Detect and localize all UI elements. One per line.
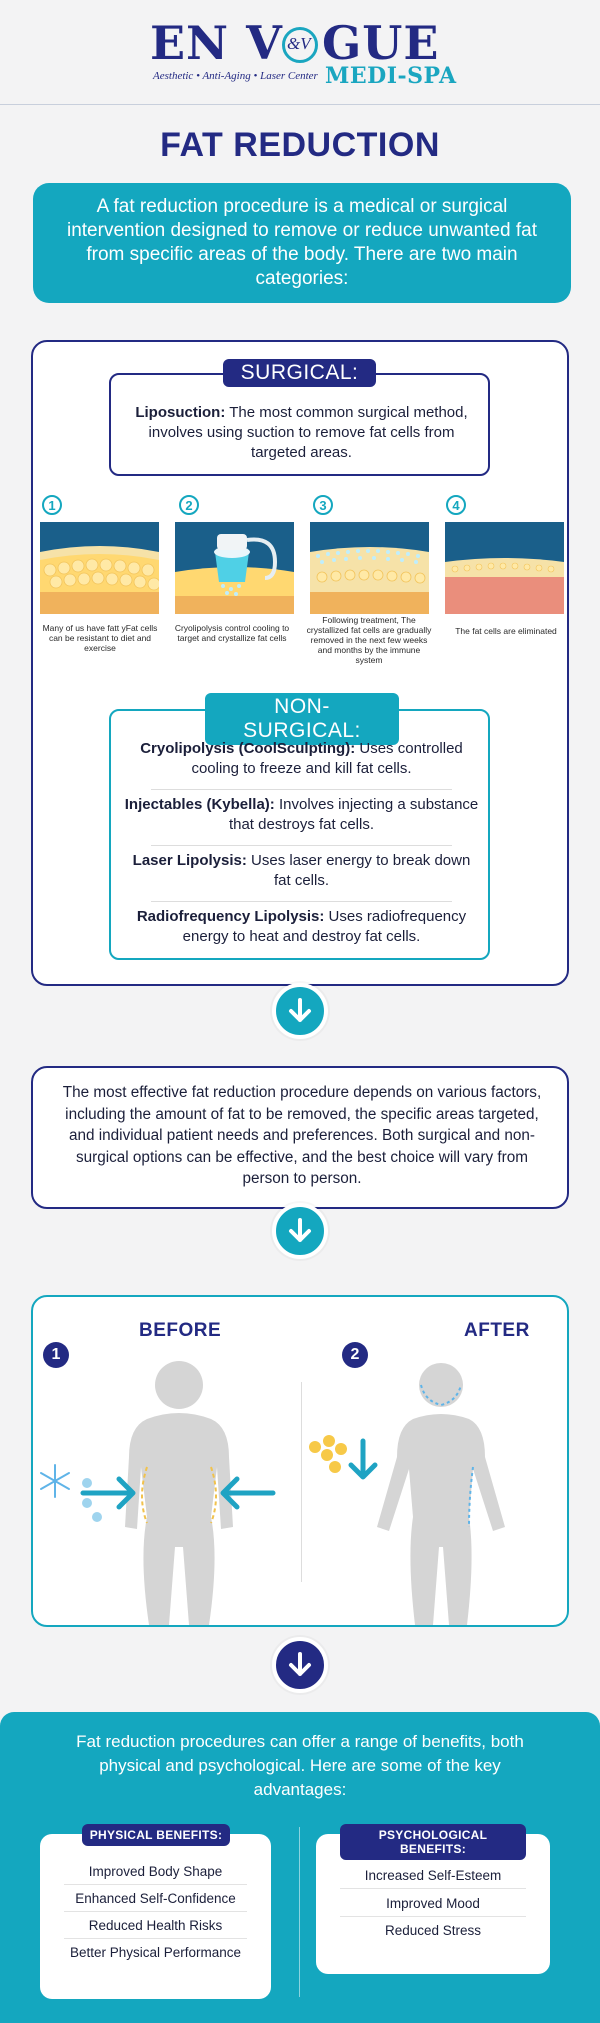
benefit-divider bbox=[64, 1911, 247, 1912]
before-after-panel bbox=[31, 1295, 569, 1627]
psychological-benefits-tag: PSYCHOLOGICAL BENEFITS: bbox=[340, 1824, 526, 1860]
down-arrow-icon bbox=[272, 1203, 328, 1259]
surgical-term: Liposuction: bbox=[135, 404, 226, 421]
before-number: 1 bbox=[43, 1342, 69, 1368]
item-divider bbox=[151, 845, 452, 846]
surgical-text bbox=[121, 403, 482, 463]
item-divider bbox=[151, 789, 452, 790]
step-number: 4 bbox=[446, 495, 466, 515]
intro-text: A fat reduction procedure is a medical or surgical intervention designed to remove or reduce unwanted fat from specific areas of the body. There are two main categories: bbox=[66, 196, 538, 289]
benefit-item: Better Physical Performance bbox=[69, 1945, 242, 1960]
benefit-divider bbox=[340, 1916, 526, 1917]
item-term: Injectables (Kybella): bbox=[124, 796, 275, 813]
effective-text: The most effective fat reduction procedure depends on various factors, including the amount of fat to be removed, the specific areas targeted, and individual patient needs and preferences. Both surgical and non-surgical options can be effective, and the best choice will vary from person to person. bbox=[62, 1084, 542, 1187]
step-caption: Following treatment, The crystallized fat cells are gradually removed in the next few weeks and months by the immune system bbox=[306, 615, 432, 665]
brand-logo bbox=[0, 16, 600, 92]
before-body-figure bbox=[33, 1357, 301, 1625]
step-caption: Cryolipolysis control cooling to target and crystallize fat cells bbox=[174, 623, 290, 643]
down-arrow-icon bbox=[272, 983, 328, 1039]
step-number: 2 bbox=[179, 495, 199, 515]
item-desc: Uses laser energy to break down fat cells. bbox=[246, 852, 471, 889]
benefit-item: Improved Body Shape bbox=[88, 1864, 223, 1879]
before-label: BEFORE bbox=[139, 1320, 222, 1341]
surgical-tag: SURGICAL: bbox=[223, 359, 376, 387]
item-desc: Uses controlled cooling to freeze and kill fat cells. bbox=[191, 740, 463, 777]
step-number: 3 bbox=[313, 495, 333, 515]
step-1-illustration bbox=[40, 522, 159, 614]
header-divider bbox=[0, 104, 600, 105]
after-body-figure bbox=[301, 1357, 569, 1625]
psychological-benefits-card bbox=[316, 1828, 550, 1974]
effective-panel bbox=[31, 1066, 569, 1209]
nonsurgical-item bbox=[123, 739, 480, 779]
physical-benefits-card bbox=[40, 1828, 271, 1999]
item-term: Laser Lipolysis: bbox=[132, 852, 247, 869]
step-number: 1 bbox=[42, 495, 62, 515]
benefit-item: Enhanced Self-Confidence bbox=[75, 1891, 236, 1906]
page-title: FAT REDUCTION bbox=[160, 126, 440, 164]
intro-banner bbox=[33, 183, 571, 303]
benefit-item: Improved Mood bbox=[386, 1896, 480, 1911]
step-3-illustration bbox=[310, 522, 429, 614]
physical-benefits-tag: PHYSICAL BENEFITS: bbox=[82, 1824, 230, 1846]
brand-tagline: Aesthetic • Anti-Aging • Laser Center bbox=[153, 70, 318, 82]
item-term: Radiofrequency Lipolysis: bbox=[136, 908, 325, 925]
benefits-intro: Fat reduction procedures can offer a range of benefits, both physical and psychological. Here are some of the key advantages: bbox=[76, 1732, 524, 1799]
benefit-divider bbox=[64, 1938, 247, 1939]
benefit-item: Reduced Stress bbox=[384, 1923, 482, 1938]
step-2-illustration bbox=[175, 522, 294, 614]
benefit-divider bbox=[340, 1888, 526, 1889]
down-arrow-icon bbox=[272, 1637, 328, 1693]
step-caption: Many of us have fatt yFat cells can be resistant to diet and exercise bbox=[42, 623, 158, 653]
benefit-divider bbox=[64, 1884, 247, 1885]
benefits-section bbox=[0, 1712, 600, 2023]
step-4-illustration bbox=[445, 522, 564, 614]
surgical-box bbox=[109, 361, 490, 476]
nonsurgical-item bbox=[123, 851, 480, 891]
brand-monogram: &V bbox=[287, 34, 311, 53]
item-term: Cryolipolysis (CoolSculpting): bbox=[140, 740, 356, 757]
item-desc: Uses radiofrequency energy to heat and destroy fat cells. bbox=[182, 908, 467, 945]
nonsurgical-item bbox=[123, 795, 480, 835]
item-desc: Involves injecting a substance that destroys fat cells. bbox=[228, 796, 479, 833]
benefit-item: Reduced Health Risks bbox=[88, 1918, 223, 1933]
surgical-desc: The most common surgical method, involves using suction to remove fat cells from targeted areas. bbox=[148, 404, 468, 461]
item-divider bbox=[151, 901, 452, 902]
brand-name-right: GUE bbox=[322, 16, 440, 70]
after-number: 2 bbox=[342, 1342, 368, 1368]
after-label: AFTER bbox=[464, 1320, 530, 1341]
brand-medispa: MEDI-SPA bbox=[325, 63, 457, 89]
step-caption: The fat cells are eliminated bbox=[455, 626, 557, 636]
nonsurgical-box bbox=[109, 695, 490, 960]
brand-name-left: EN V bbox=[150, 16, 283, 70]
nonsurgical-tag: NON-SURGICAL: bbox=[205, 693, 399, 745]
benefit-item: Increased Self-Esteem bbox=[364, 1868, 502, 1883]
nonsurgical-item bbox=[123, 907, 480, 947]
benefits-divider bbox=[299, 1827, 300, 1997]
